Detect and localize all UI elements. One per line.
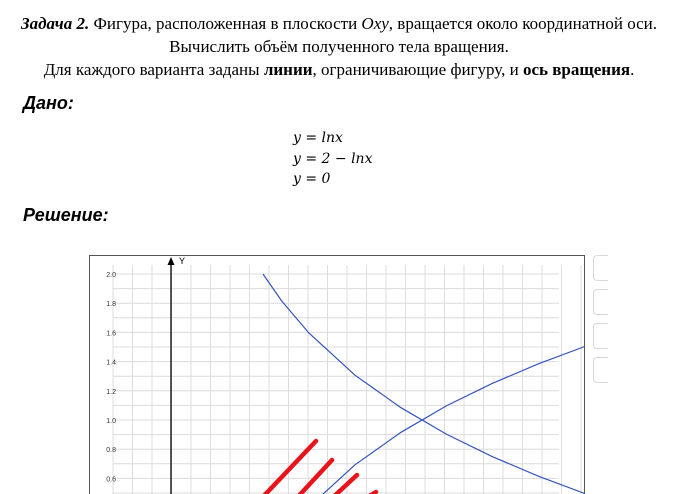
plot-frame — [90, 256, 585, 494]
solution-heading: Решение: — [23, 205, 109, 225]
y-tick-label: 0.6 — [106, 476, 116, 484]
y-tick-label: 2.0 — [106, 272, 116, 279]
task-line-2: Вычислить объём полученного тела вращения. — [169, 37, 509, 56]
y-axis-label: Y — [179, 256, 186, 266]
task-text-1-end: , вращается около координатной оси. — [388, 14, 658, 33]
axis-word: ось вращения — [522, 60, 631, 79]
task-text-1: Фигура, расположенная в плоскости — [89, 14, 362, 33]
lines-word: линии — [263, 60, 313, 79]
plot-side-button-2[interactable] — [593, 289, 608, 315]
plot-side-button-1[interactable] — [593, 255, 608, 281]
given-heading: Дано: — [23, 93, 74, 113]
y-tick-label: 1.2 — [106, 388, 116, 396]
y-tick-label: 1.6 — [106, 330, 116, 338]
y-tick-label: 0.8 — [106, 447, 116, 455]
y-tick-label: 1.0 — [106, 418, 116, 425]
task-line-1 — [0, 13, 678, 35]
equations — [293, 128, 372, 190]
task-label: Задача 2. — [20, 14, 90, 33]
task-text-3-end: . — [630, 60, 635, 79]
plot-side-button-4[interactable] — [593, 357, 608, 383]
y-tick-label: 1.8 — [106, 301, 116, 309]
equation-2: y = 2 − lnx — [293, 150, 373, 167]
task-text-3-pre: Для каждого варианта заданы — [43, 60, 264, 79]
equation-3: y = 0 — [293, 171, 331, 187]
y-tick-label: 1.4 — [106, 359, 116, 367]
plane-oxy: Oxy — [361, 14, 389, 33]
equation-1: y = lnx — [293, 130, 343, 146]
function-plot — [89, 255, 585, 494]
plot-side-button-3[interactable] — [593, 323, 608, 349]
task-line-3 — [0, 59, 678, 81]
task-text-3-mid: , ограничивающие фигуру, и — [312, 60, 523, 79]
